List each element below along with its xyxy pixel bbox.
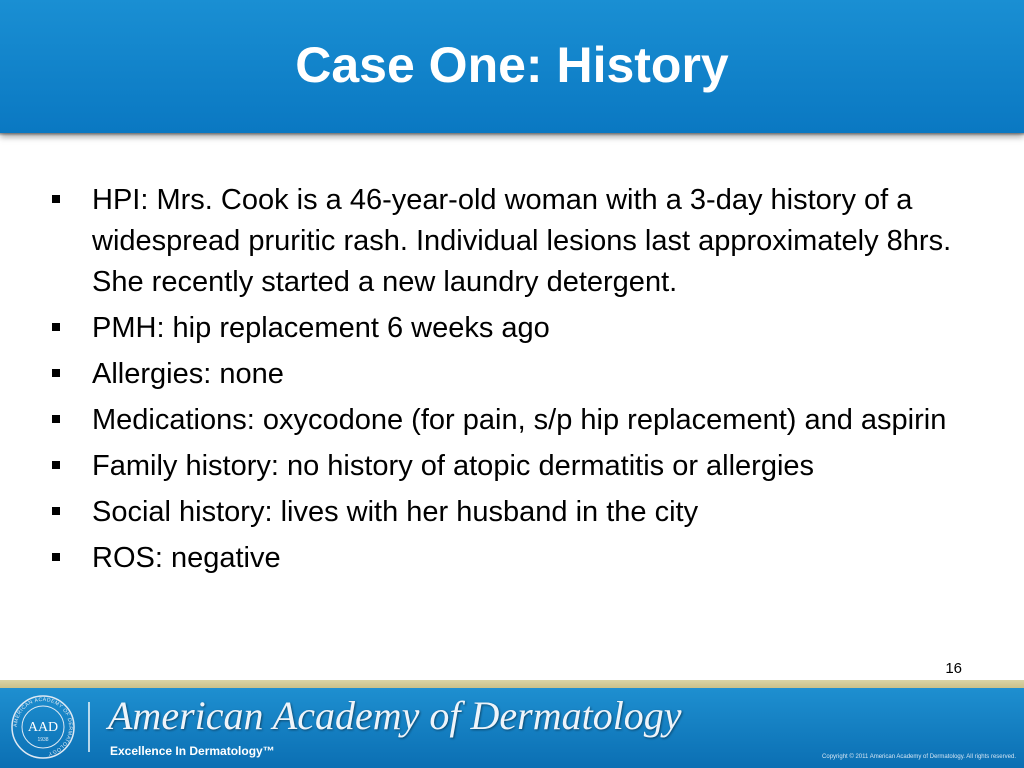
footer-divider (88, 702, 90, 752)
square-bullet-icon (52, 415, 60, 423)
bullet-item-allergies (0, 354, 1024, 395)
slide-number: 16 (945, 660, 962, 677)
bullet-item-hpi (0, 180, 1024, 303)
org-name: American Academy of Dermatology (108, 693, 682, 738)
bullet-list (0, 180, 1024, 584)
bullet-text: Allergies: none (92, 358, 284, 390)
square-bullet-icon (52, 461, 60, 469)
bullet-text: HPI: Mrs. Cook is a 46-year-old woman with a 3-day history of a widespread pruritic rash. Individual lesions last approximately 8hrs. She recently started a new laundry detergent. (92, 184, 952, 298)
bullet-text: ROS: negative (92, 542, 281, 574)
bullet-item-medications (0, 400, 1024, 441)
seal-ring-text: AMERICAN ACADEMY OF DERMATOLOGY (12, 696, 74, 757)
aad-seal-logo (10, 694, 76, 760)
title-bar (0, 0, 1024, 133)
seal-year: 1938 (37, 737, 49, 743)
footer-bar (0, 688, 1024, 768)
bullet-text: Medications: oxycodone (for pain, s/p hip replacement) and aspirin (92, 404, 947, 436)
bullet-item-social-history (0, 492, 1024, 533)
square-bullet-icon (52, 323, 60, 331)
bullet-text: Social history: lives with her husband in the city (92, 496, 699, 528)
bullet-item-pmh (0, 308, 1024, 349)
seal-initials: AAD (27, 720, 59, 735)
square-bullet-icon (52, 369, 60, 377)
slide-title: Case One: History (295, 37, 729, 93)
square-bullet-icon (52, 507, 60, 515)
copyright-notice: Copyright © 2011 American Academy of Dermatology. All rights reserved. (822, 754, 1016, 760)
footer-stripe (0, 680, 1024, 688)
square-bullet-icon (52, 195, 60, 203)
bullet-text: Family history: no history of atopic dermatitis or allergies (92, 450, 815, 482)
bullet-item-ros (0, 538, 1024, 579)
tagline: Excellence In Dermatology™ (110, 744, 275, 758)
square-bullet-icon (52, 553, 60, 561)
bullet-item-family-history (0, 446, 1024, 487)
bullet-text: PMH: hip replacement 6 weeks ago (92, 312, 550, 344)
